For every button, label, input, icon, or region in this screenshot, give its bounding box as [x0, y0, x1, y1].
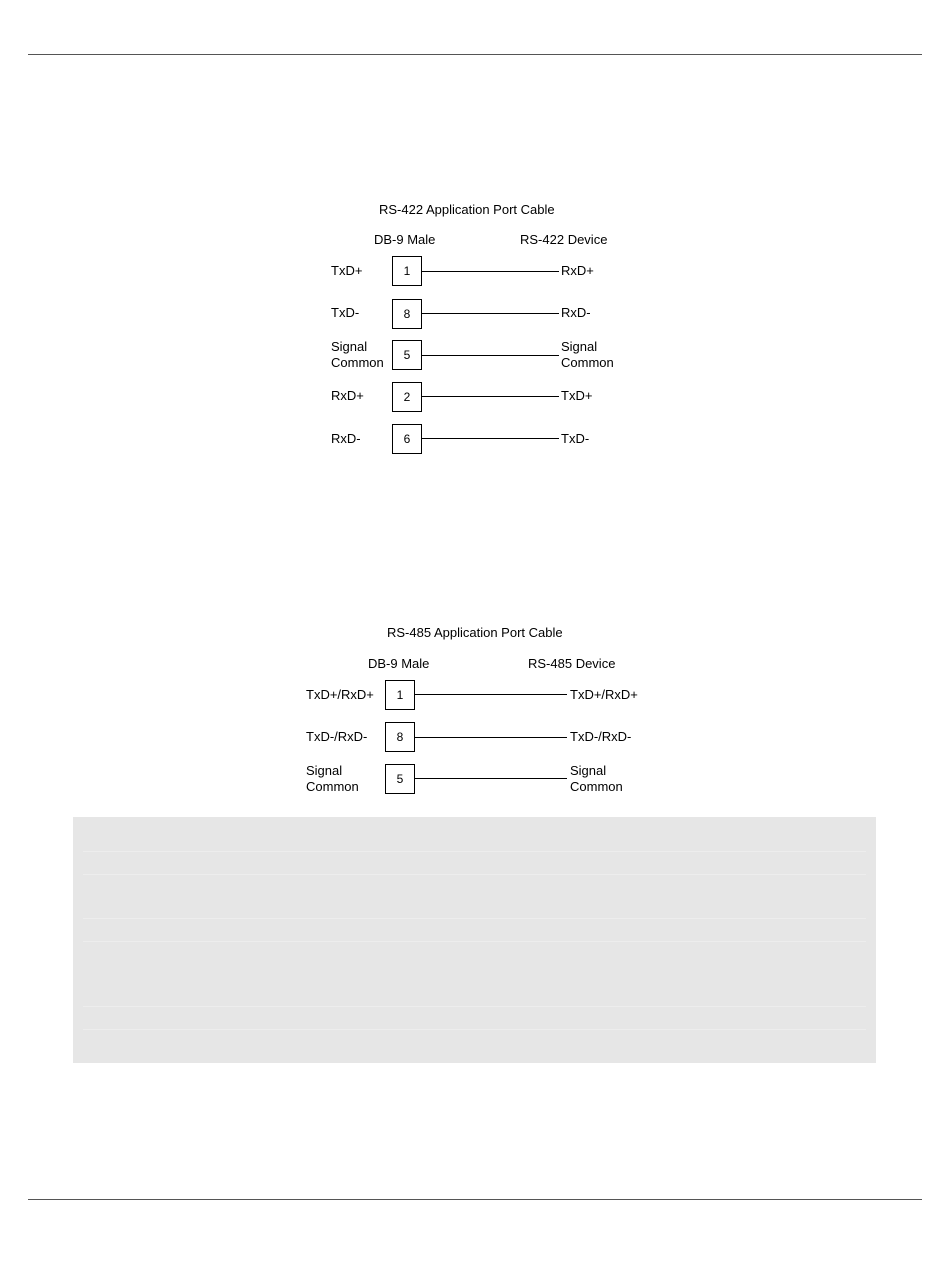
- rs485-right-label: TxD+/RxD+: [570, 687, 638, 702]
- rs485-left-label: TxD+/RxD+: [306, 687, 374, 702]
- rs422-wire: [422, 313, 559, 314]
- rs422-wire: [422, 438, 559, 439]
- rs422-title: RS-422 Application Port Cable: [379, 202, 555, 217]
- rs422-left-label: Signal Common: [331, 339, 384, 370]
- rs485-pin: 8: [385, 722, 415, 752]
- footer-rule: [28, 1199, 922, 1200]
- rs422-pin: 8: [392, 299, 422, 329]
- note-box-divider: [83, 1006, 866, 1007]
- rs422-right-label: TxD+: [561, 388, 593, 403]
- rs485-right-label: Signal Common: [570, 763, 623, 794]
- rs422-pin: 6: [392, 424, 422, 454]
- note-box-divider: [83, 874, 866, 875]
- rs422-pin: 5: [392, 340, 422, 370]
- rs485-title: RS-485 Application Port Cable: [387, 625, 563, 640]
- rs422-wire: [422, 355, 559, 356]
- rs422-left-label: RxD-: [331, 431, 361, 446]
- rs422-right-label: TxD-: [561, 431, 590, 446]
- rs485-pin: 5: [385, 764, 415, 794]
- note-box-divider: [83, 941, 866, 942]
- rs422-right-label: RxD+: [561, 263, 594, 278]
- rs422-left-label: TxD-: [331, 305, 360, 320]
- rs422-left-label: TxD+: [331, 263, 363, 278]
- rs485-wire: [415, 694, 567, 695]
- rs422-right-label: RxD-: [561, 305, 591, 320]
- rs422-pin: 1: [392, 256, 422, 286]
- rs485-wire: [415, 737, 567, 738]
- note-box-divider: [83, 918, 866, 919]
- rs485-right-header: RS-485 Device: [528, 656, 616, 671]
- rs485-left-header: DB-9 Male: [368, 656, 430, 671]
- rs485-left-label: Signal Common: [306, 763, 359, 794]
- rs422-right-label: Signal Common: [561, 339, 614, 370]
- rs485-pin: 1: [385, 680, 415, 710]
- rs422-left-header: DB-9 Male: [374, 232, 436, 247]
- header-rule: [28, 54, 922, 55]
- rs485-right-label: TxD-/RxD-: [570, 729, 632, 744]
- rs485-left-label: TxD-/RxD-: [306, 729, 368, 744]
- rs422-pin: 2: [392, 382, 422, 412]
- rs422-right-header: RS-422 Device: [520, 232, 608, 247]
- note-box-divider: [83, 1029, 866, 1030]
- rs422-wire: [422, 271, 559, 272]
- note-box: [73, 817, 876, 1063]
- note-box-divider: [83, 851, 866, 852]
- rs422-wire: [422, 396, 559, 397]
- rs422-left-label: RxD+: [331, 388, 364, 403]
- rs485-wire: [415, 778, 567, 779]
